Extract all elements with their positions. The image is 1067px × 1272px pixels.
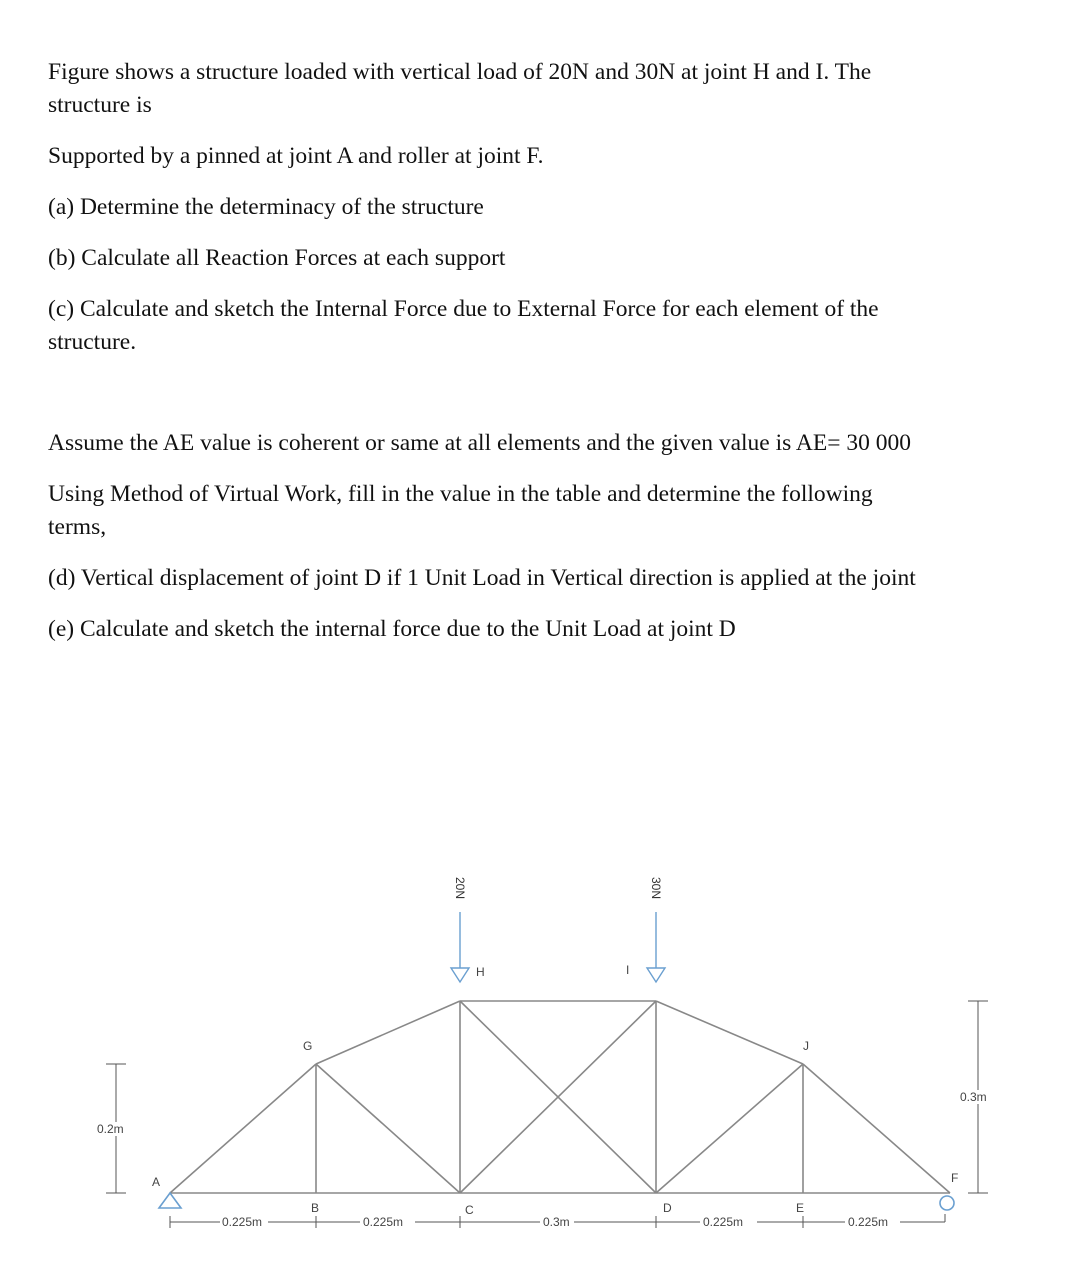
dim-right-height: 0.3m — [960, 1090, 987, 1104]
member-JD — [656, 1064, 803, 1193]
joint-label-B: B — [311, 1201, 320, 1215]
member-GC — [316, 1064, 460, 1193]
support-line: Supported by a pinned at joint A and roller at joint F. — [48, 143, 544, 169]
joint-label-H: H — [476, 965, 485, 979]
member-GH — [316, 1001, 460, 1064]
joint-label-J: J — [803, 1039, 809, 1053]
part-c-line-1: (c) Calculate and sketch the Internal Force due to External Force for each element of the — [48, 296, 879, 322]
method-line-1: Using Method of Virtual Work, fill in the value in the table and determine the following — [48, 481, 873, 507]
truss-members — [170, 1001, 950, 1193]
part-e: (e) Calculate and sketch the internal force due to the Unit Load at joint D — [48, 616, 736, 642]
part-c-line-2: structure. — [48, 329, 137, 355]
joint-label-I: I — [626, 963, 630, 977]
intro-line-1: Figure shows a structure loaded with vertical load of 20N and 30N at joint H and I. The — [48, 59, 872, 85]
dim-de: 0.225m — [703, 1215, 744, 1229]
member-IJ — [656, 1001, 803, 1064]
roller-support-icon — [940, 1196, 954, 1210]
member-JF — [803, 1064, 950, 1193]
member-AG — [170, 1064, 316, 1193]
joint-label-A: A — [152, 1175, 161, 1189]
dim-ef: 0.225m — [848, 1215, 889, 1229]
load-h-label: 20N — [453, 877, 467, 900]
joint-label-E: E — [796, 1201, 805, 1215]
load-h-arrow-icon — [451, 912, 469, 982]
intro-line-2: structure is — [48, 92, 152, 118]
load-i-label: 30N — [649, 877, 663, 900]
dim-bc: 0.225m — [363, 1215, 404, 1229]
dim-left-height: 0.2m — [97, 1122, 124, 1136]
dim-ab: 0.225m — [222, 1215, 263, 1229]
assume-line: Assume the AE value is coherent or same at all elements and the given value is AE= 30 000 — [48, 430, 911, 456]
load-i-arrow-icon — [647, 912, 665, 982]
joint-label-G: G — [303, 1039, 313, 1053]
joint-label-F: F — [951, 1171, 959, 1185]
part-b: (b) Calculate all Reaction Forces at each support — [48, 245, 506, 271]
dim-cd: 0.3m — [543, 1215, 570, 1229]
joint-label-C: C — [465, 1203, 474, 1217]
method-line-2: terms, — [48, 514, 107, 540]
pin-support-icon — [159, 1193, 181, 1208]
part-d: (d) Vertical displacement of joint D if 1 Unit Load in Vertical direction is applied at the joint — [48, 565, 916, 591]
joint-label-D: D — [663, 1201, 672, 1215]
part-a: (a) Determine the determinacy of the structure — [48, 194, 484, 220]
